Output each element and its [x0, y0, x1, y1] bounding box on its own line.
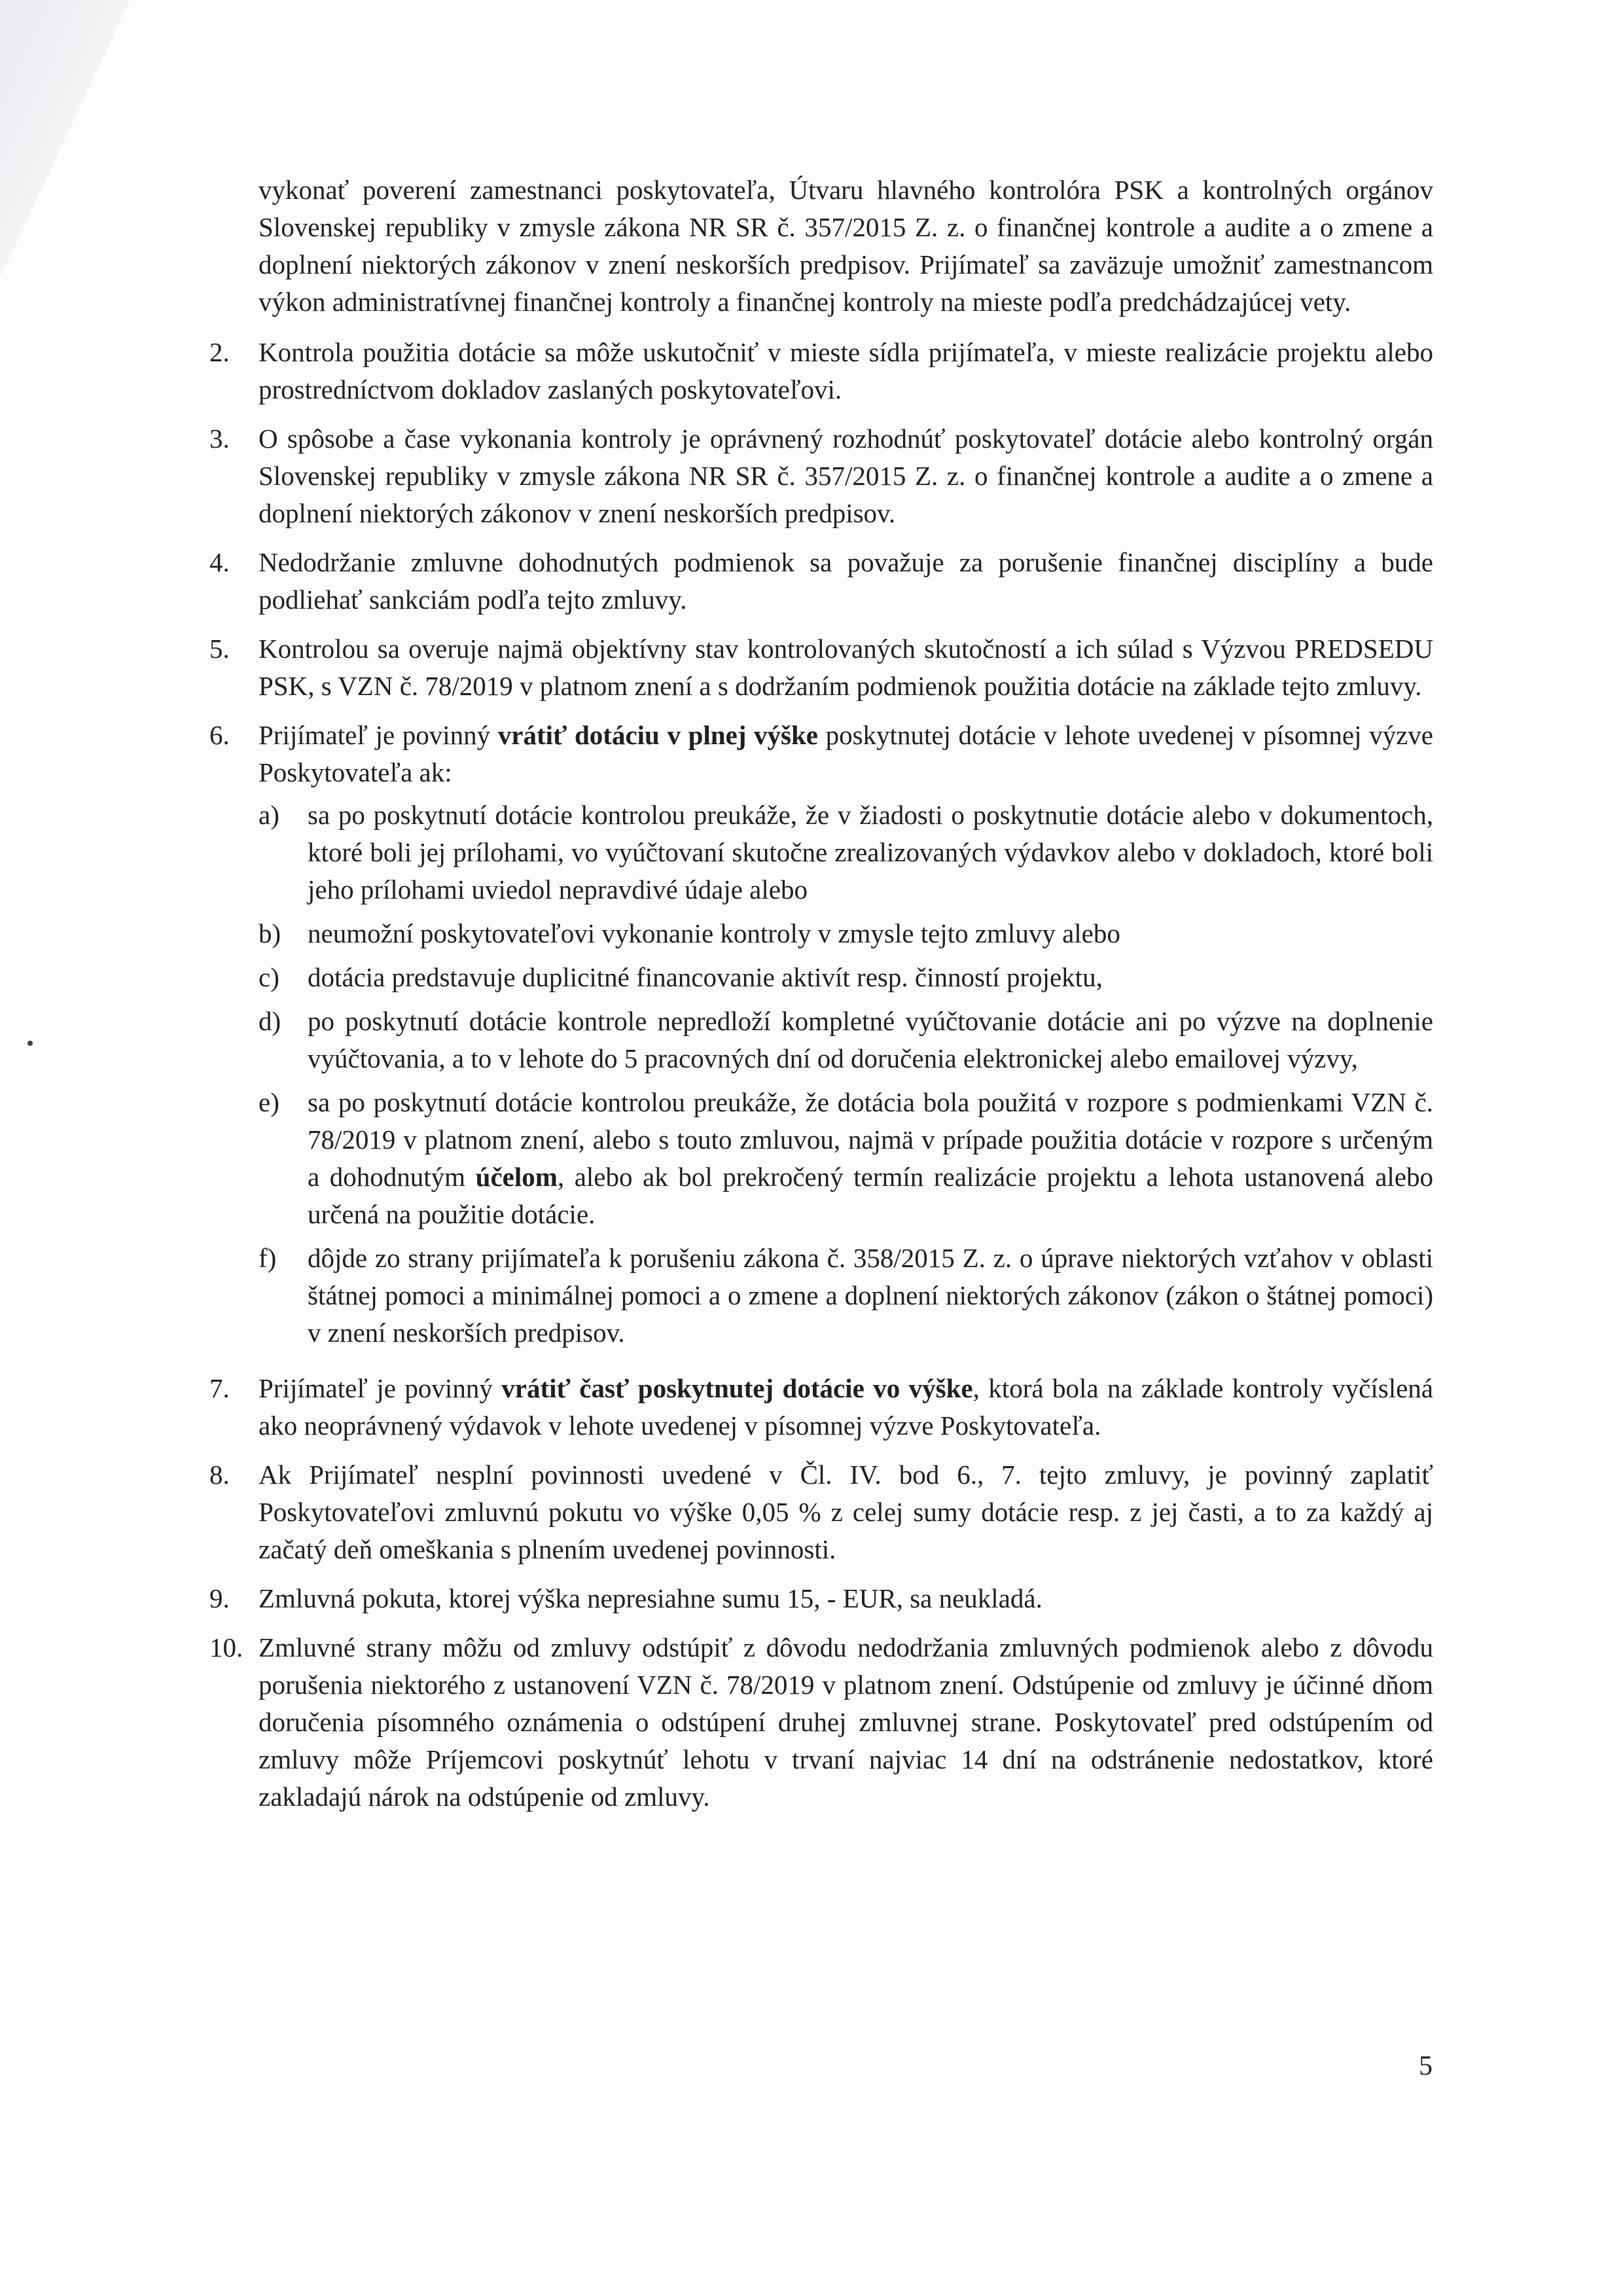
sub-item-d: [259, 1003, 1433, 1077]
item-bold-text: vrátiť časť poskytnutej dotácie vo výške: [501, 1373, 973, 1403]
list-item-4: [209, 544, 1433, 619]
item-number: 2.: [209, 337, 230, 367]
item-6-body: [259, 717, 1433, 1358]
sub-item-text: dôjde zo strany prijímateľa k porušeniu zákona č. 358/2015 Z. z. o úprave niektorých vzťahov v oblasti štátnej pomoci a minimálnej pomoci a o zmene a doplnení niektorých zákonov (zákon o štátnej pomoci) v znení neskorších predpisov.: [308, 1243, 1433, 1348]
item-number: 5.: [209, 634, 230, 664]
scan-corner-fold: [0, 0, 157, 275]
sub-item-text: sa po poskytnutí dotácie kontrolou preukáže, že dotácia bola použitá v rozpore s podmienkami VZN č. 78/2019 v platnom znení, alebo s touto zmluvou, najmä v prípade použitia dotácie v rozpore s určeným a dohodnutým: [308, 1087, 1433, 1192]
item-text: Kontrola použitia dotácie sa môže uskutočniť v mieste sídla prijímateľa, v mieste realizácie projektu alebo prostredníctvom dokladov zaslaných poskytovateľovi.: [259, 337, 1433, 404]
page-number: 5: [1419, 2051, 1433, 2081]
item-7-body: [259, 1370, 1433, 1444]
list-item-8: [209, 1456, 1433, 1568]
sub-item-a: [259, 797, 1433, 908]
item-number: 9.: [209, 1583, 230, 1613]
sub-item-letter: e): [259, 1087, 279, 1117]
item-text: Ak Prijímateľ nesplní povinnosti uvedené v Čl. IV. bod 6., 7. tejto zmluvy, je povinný zaplatiť Poskytovateľovi zmluvnú pokutu vo výške 0,05 % z celej sumy dotácie resp. z jej časti, a to za každý aj začatý deň omeškania s plnením uvedenej povinnosti.: [259, 1460, 1433, 1564]
item-number: 7.: [209, 1373, 230, 1403]
sub-item-text: sa po poskytnutí dotácie kontrolou preukáže, že v žiadosti o poskytnutie dotácie alebo v dokumentoch, ktoré boli jej prílohami, vo vyúčtovaní skutočne zrealizovaných výdavkov alebo v dokladoch, ktoré boli jeho prílohami uviedol nepravdivé údaje alebo: [308, 800, 1433, 905]
list-item-10: [209, 1629, 1433, 1816]
sub-list: [259, 797, 1433, 1352]
list-item-6: [209, 717, 1433, 1358]
scan-speck: [27, 1041, 33, 1046]
list-item-3: [209, 420, 1433, 532]
item-text: Prijímateľ je povinný: [259, 720, 498, 750]
sub-item-letter: b): [259, 918, 281, 948]
sub-item-bold-text: účelom: [475, 1162, 558, 1192]
intro-paragraph: vykonať poverení zamestnanci poskytovateľa, Útvaru hlavného kontrolóra PSK a kontrolných orgánov Slovenskej republiky v zmysle zákona NR SR č. 357/2015 Z. z. o finančnej kontrole a audite a o zmene a doplnení niektorých zákonov v znení neskorších predpisov. Prijímateľ sa zaväzuje umožniť zamestnancom výkon administratívnej finančnej kontroly a finančnej kontroly na mieste podľa predchádzajúcej vety.: [259, 175, 1433, 317]
sub-item-letter: a): [259, 800, 279, 830]
sub-item-text-wrap: [308, 1084, 1433, 1233]
sub-item-e: [259, 1084, 1433, 1233]
sub-item-letter: c): [259, 962, 279, 992]
list-item-5: [209, 630, 1433, 705]
item-number: 6.: [209, 720, 230, 750]
item-text: O spôsobe a čase vykonania kontroly je oprávnený rozhodnúť poskytovateľ dotácie alebo kontrolný orgán Slovenskej republiky v zmysle zákona NR SR č. 357/2015 Z. z. o finančnej kontrole a audite a o zmene a doplnení niektorých zákonov v znení neskorších predpisov.: [259, 423, 1433, 528]
item-text: Zmluvné strany môžu od zmluvy odstúpiť z dôvodu nedodržania zmluvných podmienok alebo z dôvodu porušenia niektorého z ustanovení VZN č. 78/2019 v platnom znení. Odstúpenie od zmluvy je účinné dňom doručenia písomného oznámenia o odstúpení druhej zmluvnej strane. Poskytovateľ pred odstúpením od zmluvy môže Príjemcovi poskytnúť lehotu v trvaní najviac 14 dní na odstránenie nedostatkov, ktoré zakladajú nárok na odstúpenie od zmluvy.: [259, 1632, 1433, 1812]
item-text: , ktorá bola na základe kontroly vyčíslená ako neoprávnený výdavok v lehote uvedenej v písomnej výzve Poskytovateľa.: [259, 1373, 1433, 1441]
item-text: Nedodržanie zmluvne dohodnutých podmienok sa považuje za porušenie finančnej disciplíny a bude podliehať sankciám podľa tejto zmluvy.: [259, 547, 1433, 615]
item-number: 8.: [209, 1460, 230, 1490]
sub-item-letter: f): [259, 1243, 277, 1273]
item-number: 4.: [209, 547, 230, 577]
sub-item-text: neumožní poskytovateľovi vykonanie kontroly v zmysle tejto zmluvy alebo: [308, 918, 1120, 948]
sub-item-text: po poskytnutí dotácie kontrole nepredloží kompletné vyúčtovanie dotácie ani po výzve na doplnenie vyúčtovania, a to v lehote do 5 pracovných dní od doručenia elektronickej alebo emailovej výzvy,: [308, 1006, 1433, 1073]
sub-item-f: [259, 1240, 1433, 1352]
list-item-9: [209, 1580, 1433, 1617]
list-item-7: [209, 1370, 1433, 1444]
sub-item-c: [259, 959, 1433, 996]
item-number: 10.: [209, 1632, 243, 1662]
sub-item-b: [259, 915, 1433, 952]
item-text: poskytnutej dotácie v lehote uvedenej v písomnej výzve Poskytovateľa ak:: [259, 720, 1433, 787]
sub-item-text: dotácia predstavuje duplicitné financovanie aktivít resp. činností projektu,: [308, 962, 1103, 992]
sub-item-letter: d): [259, 1006, 281, 1036]
list-item-2: [209, 334, 1433, 408]
document-body: [209, 171, 1433, 1827]
item-bold-text: vrátiť dotáciu v plnej výške: [497, 720, 818, 750]
item-text: Prijímateľ je povinný: [259, 1373, 502, 1403]
sub-item-text: , alebo ak bol prekročený termín realizácie projektu a lehota ustanovená alebo určená na použitie dotácie.: [308, 1162, 1433, 1229]
item-number: 3.: [209, 423, 230, 454]
item-text: Kontrolou sa overuje najmä objektívny stav kontrolovaných skutočností a ich súlad s Výzvou PREDSEDU PSK, s VZN č. 78/2019 v platnom znení a s dodržaním podmienok použitia dotácie na základe tejto zmluvy.: [259, 634, 1433, 701]
item-text: Zmluvná pokuta, ktorej výška nepresiahne sumu 15, - EUR, sa neukladá.: [259, 1583, 1043, 1613]
